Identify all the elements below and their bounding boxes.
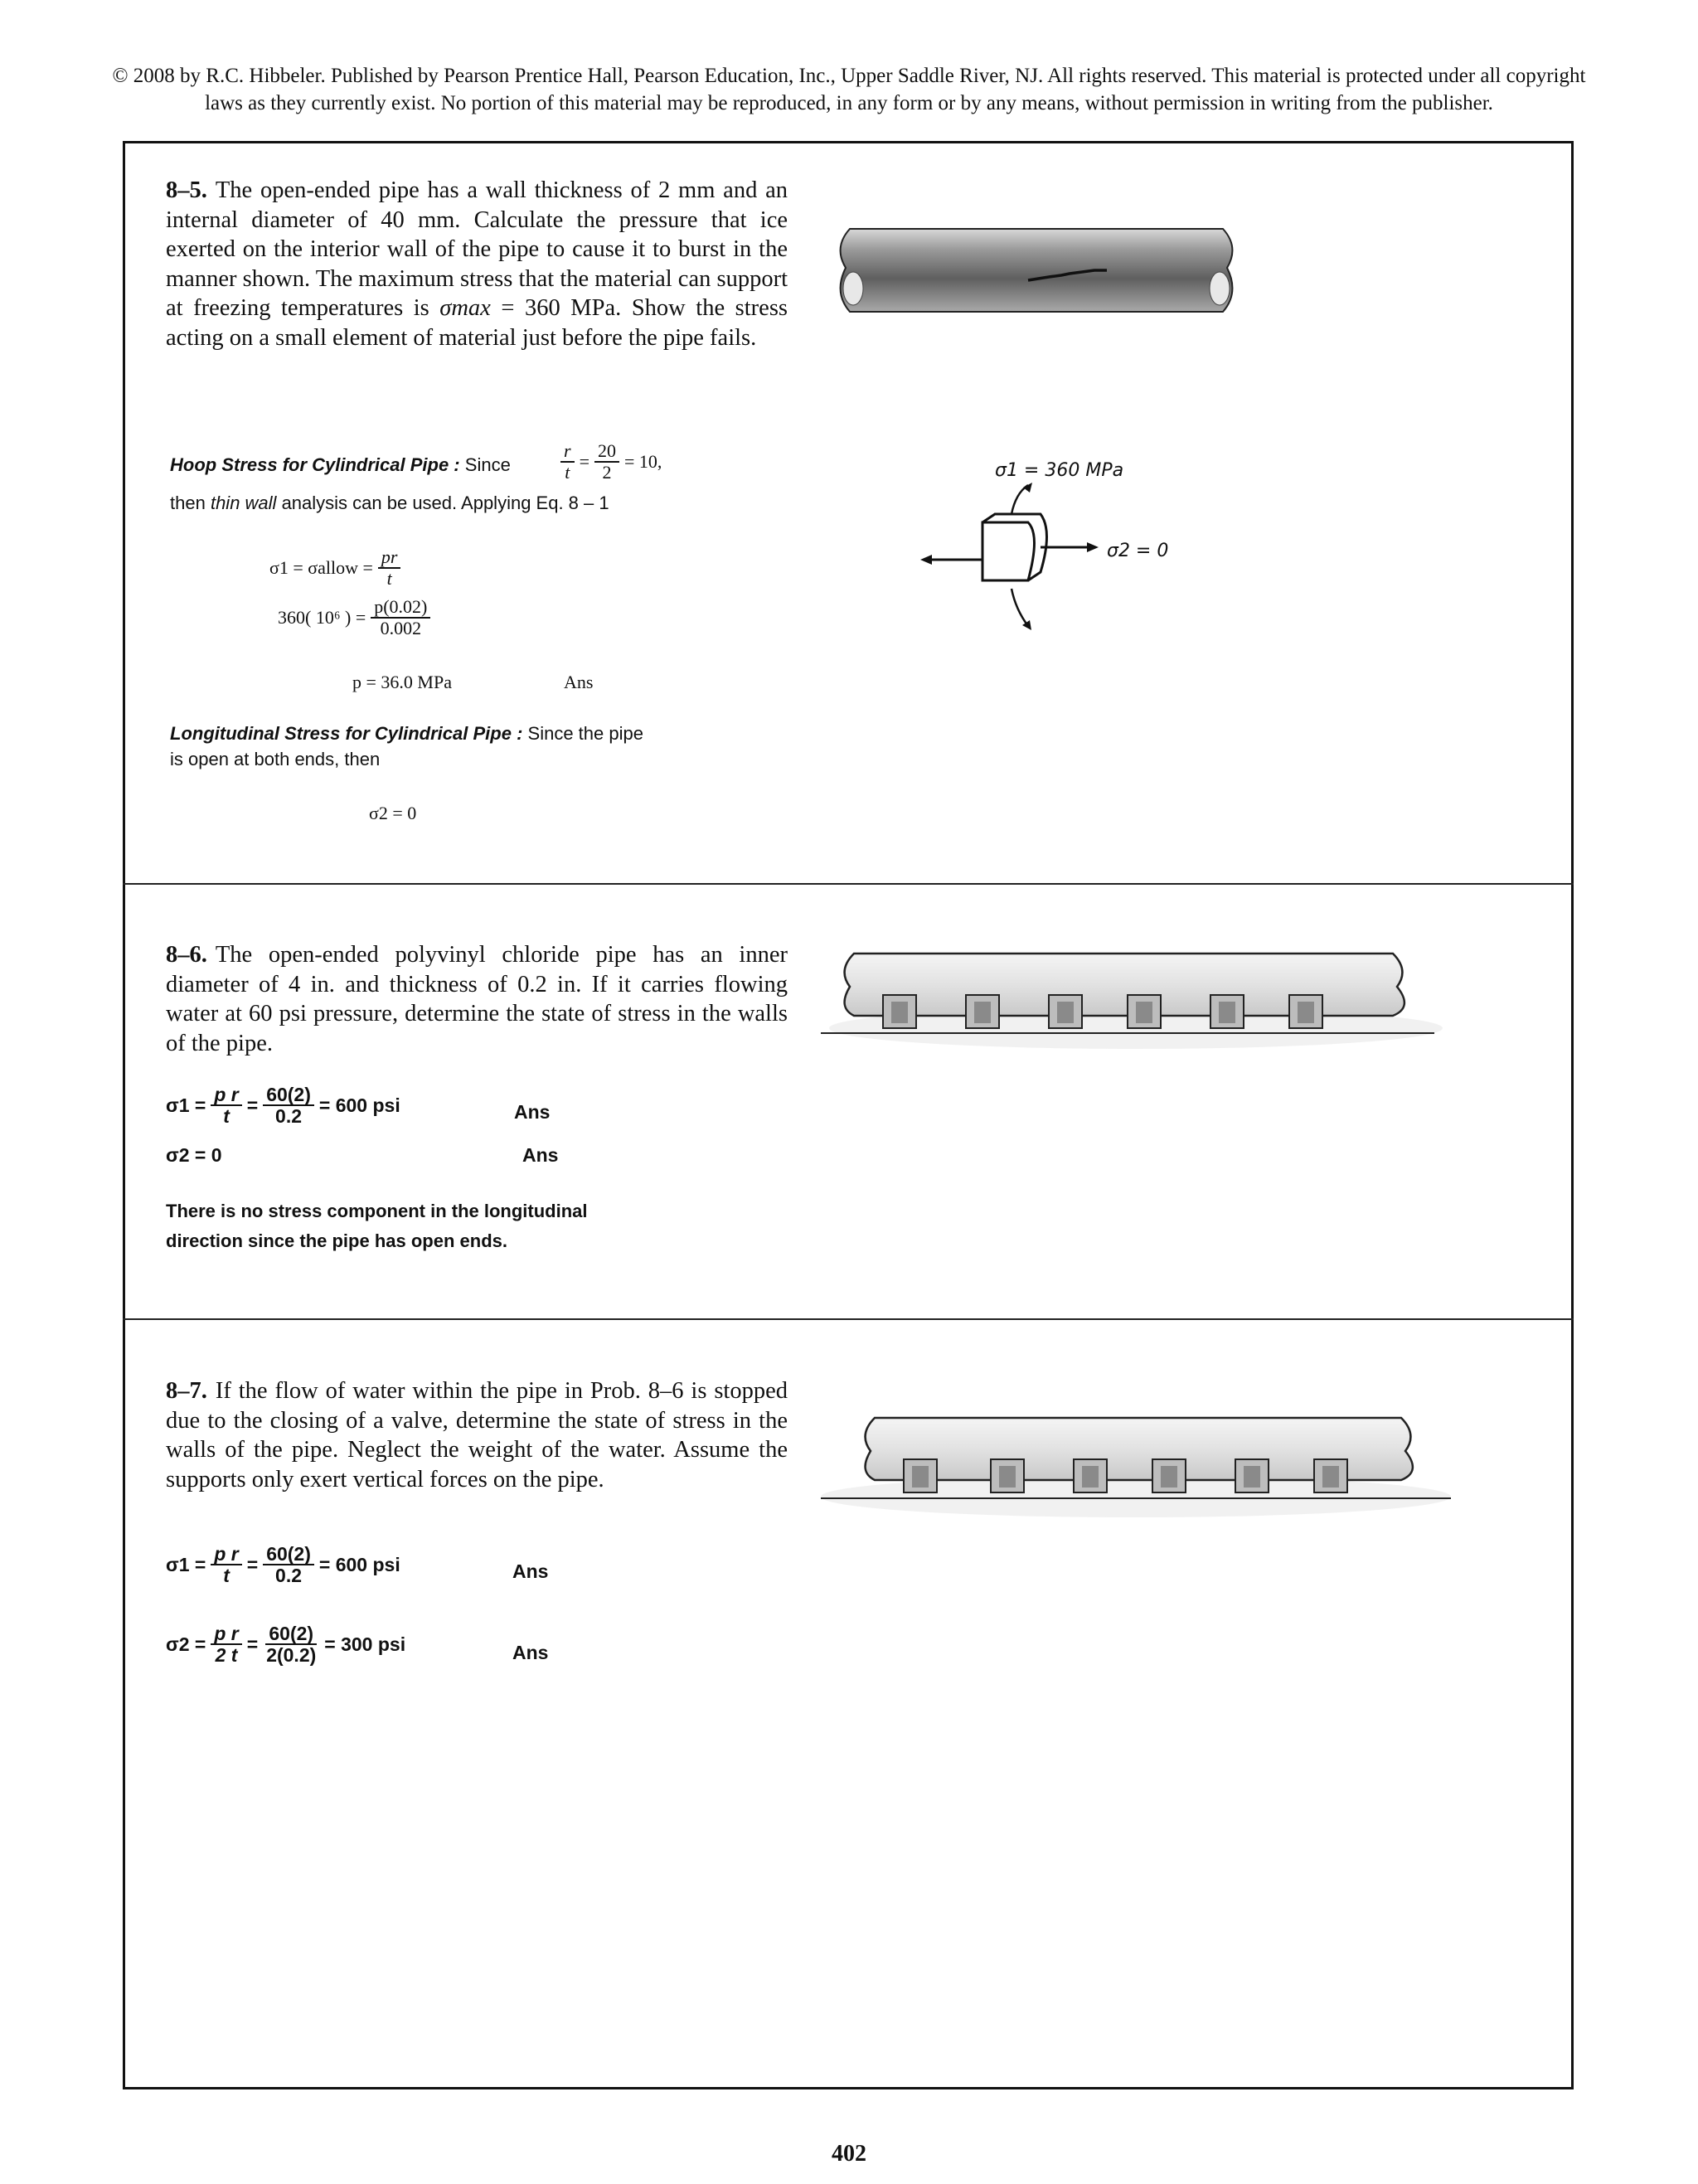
ten-value: = 10, [623, 451, 662, 472]
then-text: then [170, 493, 206, 513]
problem-number: 8–7. [166, 1378, 207, 1404]
longitudinal-line [170, 723, 643, 745]
hoop-stress-line [170, 454, 511, 476]
s2-lhs: σ2 = [166, 1633, 206, 1655]
sigma-max-symbol: σmax [439, 295, 491, 321]
s1-eq: = [246, 1094, 259, 1116]
eq1-den: t [386, 568, 392, 589]
eq2-den: 0.002 [380, 618, 422, 638]
ans-8-7-a: Ans [512, 1560, 549, 1582]
ans-8-7-b: Ans [512, 1642, 549, 1663]
ans-8-6-a: Ans [514, 1101, 551, 1123]
eq1-num: pr [378, 547, 401, 569]
pvc-pipe-figure-8-6 [821, 945, 1451, 1061]
s1-result: = 600 psi [318, 1094, 400, 1116]
s1-num2: 60(2) [263, 1544, 314, 1565]
burst-pipe-figure [833, 222, 1240, 318]
eq-8-7-sigma1 [166, 1544, 400, 1585]
problem-8-7-statement [166, 1376, 788, 1494]
equation-sigma1 [269, 547, 405, 589]
eq2-num: p(0.02) [371, 597, 430, 619]
eq1-lhs: σ1 = σallow = [269, 557, 373, 578]
s1-num1: p r [211, 1085, 241, 1106]
ans-8-6-b: Ans [522, 1144, 559, 1166]
s1-lhs: σ1 = [166, 1553, 206, 1575]
long-heading: Longitudinal Stress for Cylindrical Pipe : [170, 723, 523, 744]
eq-8-6-sigma1 [166, 1085, 400, 1126]
note-line-a: There is no stress component in the longitudinal [166, 1201, 588, 1221]
s1-den2: 0.2 [275, 1105, 303, 1127]
two-value: 2 [602, 462, 612, 483]
s1-den1: t [223, 1565, 230, 1586]
s2-eq: = [246, 1633, 259, 1655]
copyright-notice: © 2008 by R.C. Hibbeler. Published by Pearson Prentice Hall, Pearson Education, Inc., Upper Saddle River, NJ. All rights reserved. This material is protected under all copyright laws as they currently exist. No portion of this material may be reproduced, in any form or by any means, without permission in writing from the publisher. [112, 65, 1586, 114]
divider-1 [123, 883, 1574, 885]
s2-den1: 2 t [215, 1644, 238, 1666]
t-symbol: t [565, 462, 570, 483]
hoop-heading: Hoop Stress for Cylindrical Pipe : [170, 454, 460, 475]
since-text: Since [464, 454, 511, 475]
sigma1-label: σ1 = 360 MPa [995, 460, 1124, 481]
r-symbol: r [560, 441, 575, 463]
eq-8-7-sigma2 [166, 1623, 405, 1665]
problem-8-5-statement [166, 176, 788, 352]
pressure-result: p = 36.0 MPa [352, 672, 452, 692]
statement-text-a: The open-ended pipe has a wall thickness of 2 mm and an internal diameter of 40 mm. Calculate the pressure that ice exerted on the interior wall of the pipe to cause it to burst in the manner shown. The maximum stress that the material can support at freezing temperatures is [166, 177, 788, 321]
s1-eq: = [246, 1553, 259, 1575]
s1-den1: t [223, 1105, 230, 1127]
s1-result: = 600 psi [318, 1553, 400, 1575]
open-ends-line: is open at both ends, then [170, 749, 381, 769]
s1-num2: 60(2) [263, 1085, 314, 1106]
sigma2-label: σ2 = 0 [1107, 541, 1169, 561]
long-text-a: Since the pipe [527, 723, 643, 744]
note-line-b: direction since the pipe has open ends. [166, 1230, 507, 1251]
twenty-value: 20 [594, 441, 619, 463]
s2-num2: 60(2) [265, 1623, 317, 1645]
s1-num1: p r [211, 1544, 241, 1565]
page-number: 402 [832, 2141, 866, 2167]
statement-text: The open-ended polyvinyl chloride pipe has an inner diameter of 4 in. and thickness of 0.2 in. If it carries flowing water at 60 psi pressure, determine the state of stress in the walls of the pipe. [166, 942, 788, 1056]
pvc-pipe-figure-8-7 [813, 1410, 1459, 1526]
thin-wall-line [170, 493, 609, 514]
thin-wall-text: thin wall [210, 493, 277, 513]
problem-number: 8–5. [166, 177, 207, 203]
equals-sign: = [579, 451, 589, 472]
s2-num1: p r [211, 1623, 241, 1645]
ans-8-5: Ans [564, 672, 594, 692]
divider-2 [123, 1318, 1574, 1320]
problem-number: 8–6. [166, 942, 207, 968]
s1-lhs: σ1 = [166, 1094, 206, 1116]
s1-den2: 0.2 [275, 1565, 303, 1586]
analysis-text: analysis can be used. Applying Eq. 8 – 1 [281, 493, 609, 513]
eq2-lhs: 360( 10⁶ ) = [278, 607, 366, 628]
s2-den2: 2(0.2) [266, 1644, 317, 1666]
eq-8-6-sigma2: σ2 = 0 [166, 1144, 222, 1166]
s2-result: = 300 psi [324, 1633, 406, 1655]
equation-360 [278, 597, 435, 638]
statement-text-b: = 360 MPa. Show the stress acting on a small element of material just before the pipe fails. [166, 295, 788, 351]
problem-8-6-statement [166, 940, 788, 1058]
sigma2-zero: σ2 = 0 [369, 803, 417, 823]
statement-text: If the flow of water within the pipe in Prob. 8–6 is stopped due to the closing of a valve, determine the state of stress in the walls of the pipe. Neglect the weight of the water. Assume the supports only exert vertical forces on the pipe. [166, 1378, 788, 1492]
r-over-t-expression [555, 441, 662, 483]
